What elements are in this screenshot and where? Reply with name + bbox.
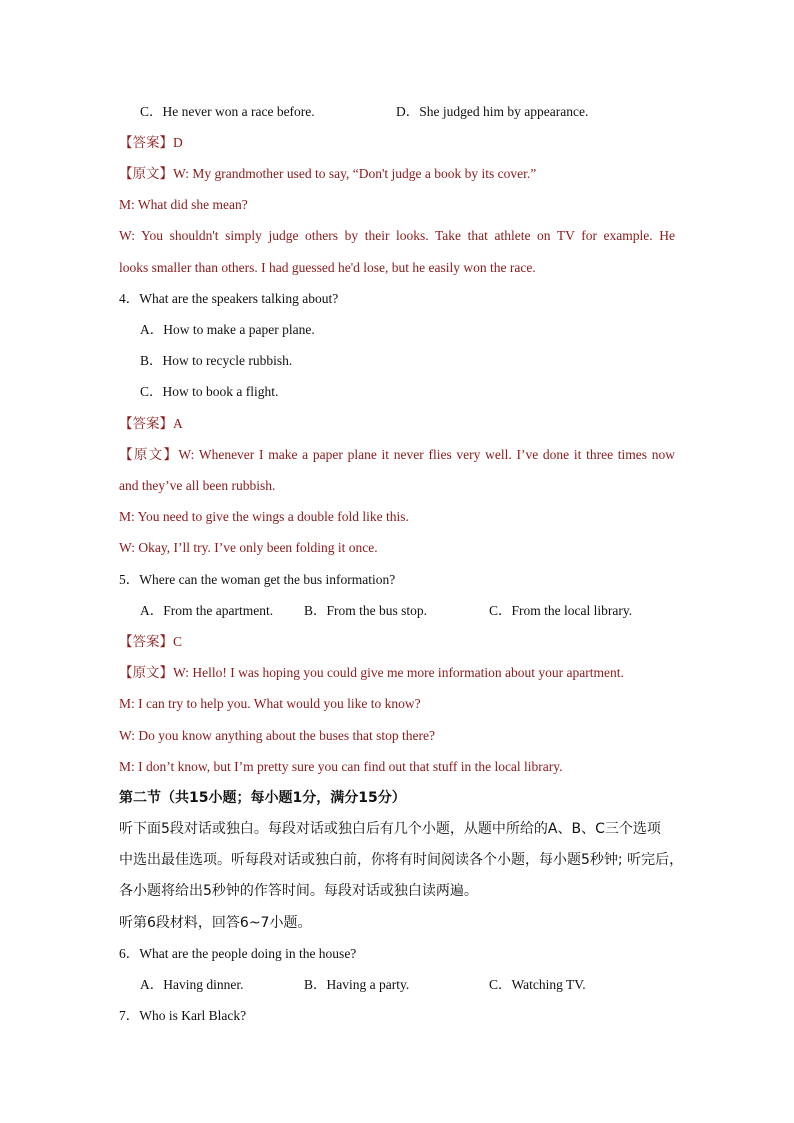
section-instructions: 中选出最佳选项。听每段对话或独白前，你将有时间阅读各个小题，每小题5秒钟; 听完后， [119,852,684,868]
q4-transcript-line: W: Okay, I’ll try. I’ve only been folding it once. [119,540,378,555]
q4-transcript-line: 【原文】W: Whenever I make a paper plane it never flies very well. I’ve done it three times now [119,447,675,462]
q3-option-d: D．She judged him by appearance. [396,104,589,119]
q5-option-a: A．From the apartment. [140,603,274,618]
section-heading: 第二节（共15小题；每小题1分，满分15分） [119,790,406,806]
q7-question: 7．Who is Karl Black? [119,1008,247,1023]
q3-transcript-line: 【原文】W: My grandmother used to say, “Don't judge a book by its cover.” [119,166,537,181]
q3-transcript-line: W: You shouldn't simply judge others by their looks. Take that athlete on TV for example. He [119,228,675,243]
q6-question: 6．What are the people doing in the house? [119,946,357,961]
q6-option-a: A．Having dinner. [140,977,244,992]
q3-option-c: C．He never won a race before. [140,104,315,119]
q4-question: 4．What are the speakers talking about? [119,291,339,306]
q3-transcript-line: looks smaller than others. I had guessed he'd lose, but he easily won the race. [119,260,536,275]
q5-option-b: B．From the bus stop. [304,603,428,618]
q5-transcript-line: M: I don’t know, but I’m pretty sure you can find out that stuff in the local library. [119,759,563,774]
q4-option-b: B．How to recycle rubbish. [140,353,293,368]
q6-option-b: B．Having a party. [304,977,410,992]
q3-answer: 【答案】D [119,135,183,150]
section-instructions: 听下面5段对话或独白。每段对话或独白后有几个小题，从题中所给的A、B、C三个选项 [119,821,661,837]
q4-transcript-line: and they’ve all been rubbish. [119,478,276,493]
q4-answer: 【答案】A [119,416,183,431]
q4-transcript-line: M: You need to give the wings a double fold like this. [119,509,409,524]
q4-option-a: A．How to make a paper plane. [140,322,315,337]
q5-option-c: C．From the local library. [489,603,633,618]
material-instruction: 听第6段材料，回答6~7小题。 [119,915,312,931]
q6-option-c: C．Watching TV. [489,977,586,992]
section-instructions: 各小题将给出5秒钟的作答时间。每段对话或独白读两遍。 [119,883,478,899]
q5-transcript-line: 【原文】W: Hello! I was hoping you could give me more information about your apartment. [119,665,624,680]
q4-option-c: C．How to book a flight. [140,384,279,399]
q5-transcript-line: W: Do you know anything about the buses that stop there? [119,728,435,743]
q5-answer: 【答案】C [119,634,183,649]
q5-question: 5．Where can the woman get the bus information? [119,572,396,587]
q5-transcript-line: M: I can try to help you. What would you like to know? [119,696,421,711]
q3-transcript-line: M: What did she mean? [119,197,248,212]
